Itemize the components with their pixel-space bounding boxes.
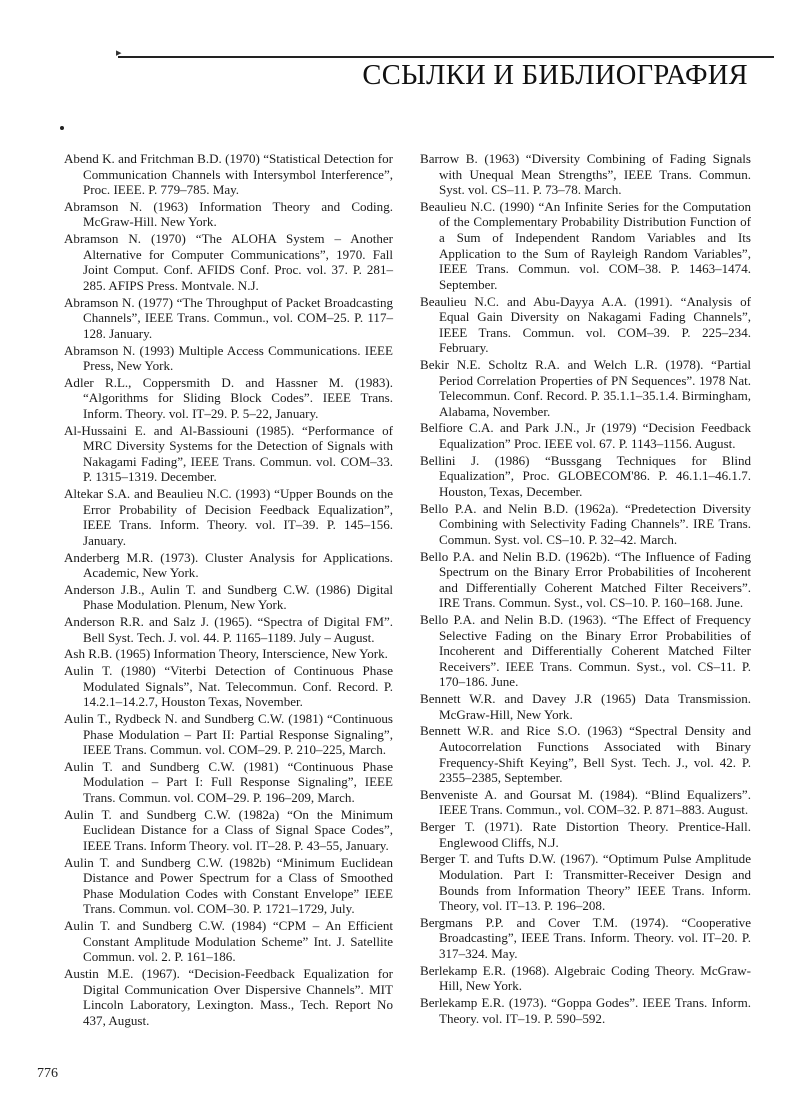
- reference-entry: Aulin T. and Sundberg C.W. (1984) “CPM – An Efficient Constant Amplitude Modulation Scheme” Int. J. Satellite Commun. vol. 2. P. 161–186.: [64, 918, 393, 965]
- reference-entry: Abramson N. (1993) Multiple Access Communications. IEEE Press, New York.: [64, 342, 393, 374]
- reference-entry: Bennett W.R. and Rice S.O. (1963) “Spectral Density and Autocorrelation Functions Associated with Binary Frequency-Shift Keying”, Bell Syst. Tech. J., vol. 42. P. 2355–2385, September.: [420, 723, 751, 786]
- reference-entry: Beaulieu N.C. (1990) “An Infinite Series for the Computation of the Complementary Probability Distribution Function of a Sum of Independent Random Variables and Its Application to the Sum of Rayleigh Random Variables”, IEEE Trans. Commun. vol. COM–38. P. 1463–1474. September.: [420, 198, 751, 292]
- reference-entry: Aulin T. and Sundberg C.W. (1982b) “Minimum Euclidean Distance and Power Spectrum for a Class of Smoothed Phase Modulation Codes with Constant Envelope” IEEE Trans. Commun. vol. COM–30. P. 1721–1729, July.: [64, 854, 393, 917]
- page-number: 776: [37, 1066, 58, 1081]
- reference-entry: Abend K. and Fritchman B.D. (1970) “Statistical Detection for Communication Channels with Intersymbol Interference”, Proc. IEEE. P. 779–785. May.: [64, 151, 393, 198]
- reference-entry: Barrow B. (1963) “Diversity Combining of Fading Signals with Unequal Mean Strengths”, IEEE Trans. Commun. Syst. vol. CS–11. P. 73–78. March.: [420, 151, 751, 198]
- header-mark: ▸: [116, 47, 122, 59]
- reference-entry: Al-Hussaini E. and Al-Bassiouni (1985). “Performance of MRC Diversity Systems for the Detection of Signals with Nakagami Fading”, IEEE Trans. Commun. vol. COM–33. P. 1315–1319. December.: [64, 422, 393, 485]
- reference-entry: Abramson N. (1970) “The ALOHA System – Another Alternative for Computer Communications”, 1970. Fall Joint Comput. Conf. AFIDS Conf. Proc. vol. 37. P. 281–285. AFIPS Press. Montvale. N.J.: [64, 231, 393, 293]
- reference-entry: Ash R.B. (1965) Information Theory, Interscience, New York.: [64, 646, 388, 662]
- reference-entry: Bergmans P.P. and Cover T.M. (1974). “Cooperative Broadcasting”, IEEE Trans. Inform. Theory. vol. IT–20. P. 317–324. May.: [420, 914, 751, 961]
- reference-entry: Bennett W.R. and Davey J.R (1965) Data Transmission. McGraw-Hill, New York.: [420, 691, 751, 722]
- reference-entry: Benveniste A. and Goursat M. (1984). “Blind Equalizers”. IEEE Trans. Commun., vol. COM–32. P. 871–883. August.: [420, 786, 751, 818]
- reference-entry: Abramson N. (1963) Information Theory and Coding. McGraw-Hill. New York.: [64, 198, 393, 230]
- reference-entry: Berlekamp E.R. (1973). “Goppa Godes”. IEEE Trans. Inform. Theory. vol. IT–19. P. 590–592.: [420, 994, 751, 1026]
- reference-entry: Berlekamp E.R. (1968). Algebraic Coding Theory. McGraw-Hill, New York.: [420, 962, 751, 994]
- reference-entry: Anderberg M.R. (1973). Cluster Analysis for Applications. Academic, New York.: [64, 549, 393, 581]
- reference-entry: Austin M.E. (1967). “Decision-Feedback Equalization for Digital Communication Over Dispersive Channels”. MIT Lincoln Laboratory, Lexington. Mass., Tech. Report No 437, August.: [64, 965, 393, 1028]
- reference-entry: Belfiore C.A. and Park J.N., Jr (1979) “Decision Feedback Equalization” Proc. IEEE vol. 67. P. 1143–1156. August.: [420, 420, 751, 452]
- reference-entry: Aulin T., Rydbeck N. and Sundberg C.W. (1981) “Continuous Phase Modulation – Part II: Partial Response Signaling”, IEEE Trans. Commun. vol. COM–29. P. 210–225, March.: [64, 711, 393, 758]
- reference-entry: Bellini J. (1986) “Bussgang Techniques for Blind Equalization”, Proc. GLOBECOM'86. P. 46.1.1–46.1.7. Houston, Texas, December.: [420, 452, 751, 499]
- reference-entry: Aulin T. and Sundberg C.W. (1982a) “On the Minimum Euclidean Distance for a Class of Signal Space Codes”, IEEE Trans. Inform Theory. vol. IT–28. P. 43–55, January.: [64, 806, 393, 853]
- reference-entry: Aulin T. (1980) “Viterbi Detection of Continuous Phase Modulated Signals”, Nat. Telecommun. Conf. Record. P. 14.2.1–14.2.7, Houston Texas, November.: [64, 663, 393, 710]
- reference-entry: Adler R.L., Coppersmith D. and Hassner M. (1983). “Algorithms for Sliding Block Codes”. IEEE Trans. Inform. Theory. vol. IT–29. P. 5–22, January.: [64, 374, 393, 421]
- reference-entry: Berger T. (1971). Rate Distortion Theory. Prentice-Hall. Englewood Cliffs, N.J.: [420, 819, 751, 850]
- reference-entry: Beaulieu N.C. and Abu-Dayya A.A. (1991). “Analysis of Equal Gain Diversity on Nakagami Fading Channels”, IEEE Trans. Commun. vol. COM–39. P. 225–234. February.: [420, 293, 751, 356]
- references-left-column: [64, 151, 393, 1029]
- references-right-column: [420, 151, 751, 1027]
- reference-entry: Bello P.A. and Nelin B.D. (1962a). “Predetection Diversity Combining with Selectivity Fading Channels”. IRE Trans. Commun. Syst. vol. CS–10. P. 32–42. March.: [420, 500, 751, 547]
- reference-entry: Altekar S.A. and Beaulieu N.C. (1993) “Upper Bounds on the Error Probability of Decision Feedback Equalization”, IEEE Trans. Inform. Theory. vol. IT–39. P. 145–156. January.: [64, 486, 393, 548]
- reference-entry: Bekir N.E. Scholtz R.A. and Welch L.R. (1978). “Partial Period Correlation Properties of PN Sequences”. 1978 Nat. Telecommun. Conf. Record. P. 35.1.1–35.1.4. Birmingham, Alabama, November.: [420, 357, 751, 419]
- reference-entry: Anderson R.R. and Salz J. (1965). “Spectra of Digital FM”. Bell Syst. Tech. J. vol. 44. P. 1165–1189. July – August.: [64, 614, 393, 645]
- reference-entry: Berger T. and Tufts D.W. (1967). “Optimum Pulse Amplitude Modulation. Part I: Transmitter-Receiver Design and Bounds from Information Theory” IEEE Trans. Inform. Theory, vol. IT–13. P. 196–208.: [420, 851, 751, 914]
- reference-entry: Abramson N. (1977) “The Throughput of Packet Broadcasting Channels”, IEEE Trans. Commun., vol. COM–25. P. 117–128. January.: [64, 294, 393, 341]
- page-title: ССЫЛКИ И БИБЛИОГРАФИЯ: [362, 60, 748, 91]
- reference-entry: Anderson J.B., Aulin T. and Sundberg C.W. (1986) Digital Phase Modulation. Plenum, New York.: [64, 581, 393, 613]
- reference-entry: Aulin T. and Sundberg C.W. (1981) “Continuous Phase Modulation – Part I: Full Response Signaling”, IEEE Trans. Commun. vol. COM–29. P. 196–209, March.: [64, 758, 393, 806]
- reference-entry: Bello P.A. and Nelin B.D. (1962b). “The Influence of Fading Spectrum on the Binary Error Probabilities of Incoherent and Differentially Coherent Matched Filter Receivers”. IRE Trans. Commun. Syst., vol. CS–10. P. 160–168. June.: [420, 548, 751, 611]
- reference-entry: Bello P.A. and Nelin B.D. (1963). “The Effect of Frequency Selective Fading on the Binary Error Probabilities of Incoherent and Differentially Coherent Matched Filter Receivers”. IEEE Trans. Commun. Syst., vol. CS–11. P. 170–186. June.: [420, 611, 751, 690]
- bullet-dot: [60, 126, 64, 130]
- header-rule: [118, 56, 774, 58]
